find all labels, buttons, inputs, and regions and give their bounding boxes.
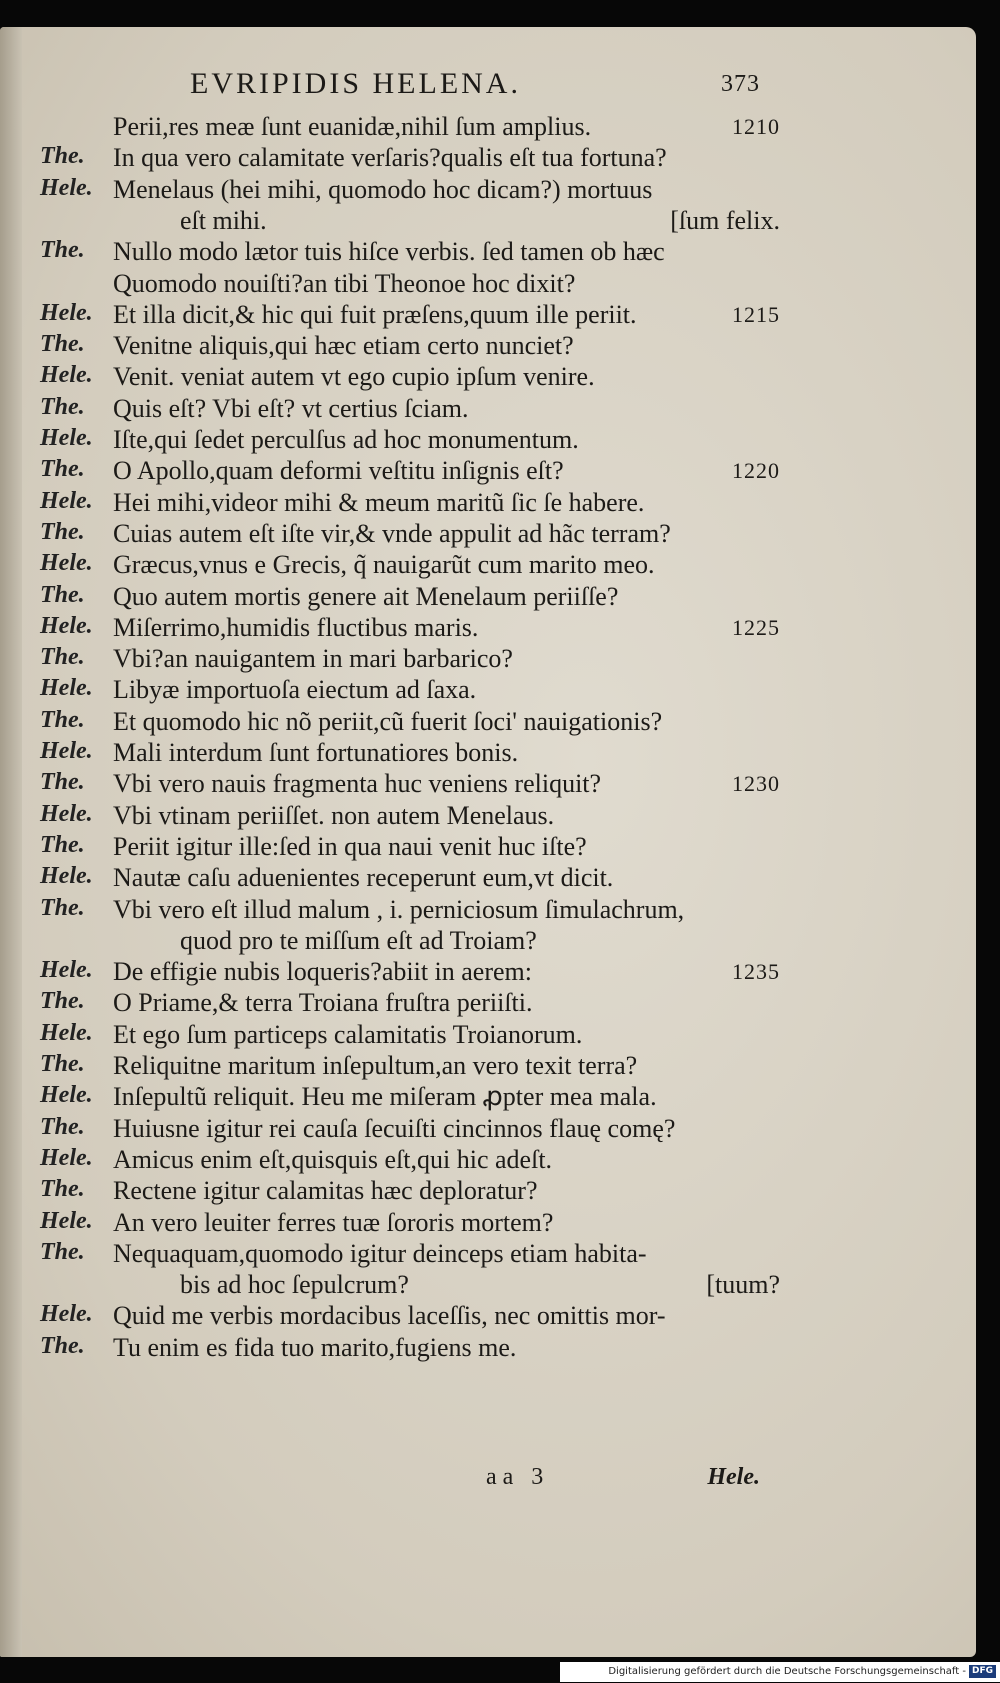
- verse-line: [0, 769, 780, 803]
- verse-text: O Apollo,quam deformi veſtitu inſignis eſt?: [113, 456, 564, 486]
- verse-text: Vbi vtinam periiſſet. non autem Menelaus.: [113, 800, 555, 830]
- verse-line: [0, 456, 780, 490]
- speaker-label: Hele.: [40, 612, 93, 639]
- verse-line: [0, 269, 780, 303]
- speaker-label: Hele.: [40, 299, 93, 326]
- verse-text: quod pro te miſſum eſt ad Troiam?: [180, 925, 537, 955]
- verse-line: [0, 143, 780, 177]
- verse-line: [0, 926, 780, 960]
- verse-text: Vbi?an nauigantem in mari barbarico?: [113, 644, 513, 674]
- speaker-label: The.: [40, 831, 85, 858]
- verse-text: bis ad hoc ſepulcrum?: [180, 1270, 409, 1300]
- verse-line: [0, 1145, 780, 1179]
- verse-text: Iſte,qui ſedet perculſus ad hoc monumentum.: [113, 425, 579, 454]
- verse-text: Reliquitne maritum inſepultum,an vero texit terra?: [113, 1051, 638, 1080]
- signature-mark: aa 3: [486, 1464, 550, 1490]
- verse-text: Nullo modo lætor tuis hiſce verbis. ſed tamen ob hæc: [113, 237, 665, 267]
- speaker-label: Hele.: [40, 550, 93, 577]
- verse-line: [0, 112, 780, 146]
- verse-line: [0, 832, 780, 866]
- verse-line: [0, 1301, 780, 1335]
- verse-line: [0, 519, 780, 553]
- line-number: 1225: [732, 614, 780, 640]
- verse-text: Libyæ importuoſa eiectum ad ſaxa.: [113, 675, 477, 705]
- speaker-label: The.: [40, 1238, 85, 1265]
- speaker-label: Hele.: [40, 174, 93, 201]
- speaker-label: Hele.: [40, 1301, 93, 1328]
- verse-line: [0, 613, 780, 647]
- line-number: 1210: [732, 114, 780, 139]
- verse-line: [0, 895, 780, 929]
- verse-line: [0, 1270, 780, 1304]
- speaker-label: Hele.: [40, 1082, 93, 1109]
- verse-text: Vbi vero eſt illud malum , i. perniciosum ſimulachrum,: [113, 894, 685, 924]
- speaker-label: Hele.: [40, 800, 93, 827]
- verse-text: Rectene igitur calamitas hæc deploratur?: [113, 1176, 538, 1206]
- verse-text: Græcus,vnus e Grecis, q̃ nauigarũt cum marito meo.: [113, 550, 655, 580]
- dfg-logo-icon: DFG: [969, 1665, 996, 1678]
- verse-text: Vbi vero nauis fragmenta huc veniens reliquit?: [113, 769, 602, 799]
- verse-line: [0, 988, 780, 1022]
- verse-line: [0, 300, 780, 334]
- speaker-label: Hele.: [40, 1019, 93, 1046]
- verse-text: Inſepultũ reliquit. Heu me miſeram ꝓpter mea mala.: [113, 1082, 657, 1112]
- verse-line: [0, 675, 780, 709]
- speaker-label: The.: [40, 1332, 85, 1359]
- speaker-label: The.: [40, 706, 85, 733]
- verse-line: [0, 1333, 780, 1367]
- speaker-label: Hele.: [40, 957, 93, 984]
- verse-line: [0, 707, 780, 741]
- verse-text: Cuias autem eſt iſte vir,& vnde appulit ad hãc terram?: [113, 518, 671, 548]
- verse-text: Menelaus (hei mihi, quomodo hoc dicam?) mortuus: [113, 174, 653, 204]
- speaker-label: The.: [40, 581, 85, 608]
- verse-text: Nequaquam,quomodo igitur deinceps etiam habita-: [113, 1238, 647, 1268]
- speaker-label: The.: [40, 518, 85, 545]
- verse-text: eſt mihi.: [180, 205, 267, 235]
- speaker-label: Hele.: [40, 738, 93, 764]
- verse-text: De effigie nubis loqueris?abiit in aerem:: [113, 957, 532, 987]
- verse-line: [0, 550, 780, 584]
- speaker-label: The.: [40, 644, 85, 671]
- page-footer: [460, 1464, 760, 1500]
- verse-line: [0, 1208, 780, 1242]
- speaker-label: Hele.: [40, 362, 93, 389]
- verse-text: In qua vero calamitate verſaris?qualis eſt tua fortuna?: [113, 143, 667, 173]
- verse-text: Quo autem mortis genere ait Menelaum periiſſe?: [113, 581, 619, 611]
- catchword: Hele.: [707, 1464, 760, 1490]
- verse-text: Et quomodo hic nõ periit,cũ fuerit ſoci' nauigationis?: [113, 706, 663, 736]
- book-page: [0, 27, 976, 1657]
- speaker-label: The.: [40, 393, 85, 420]
- verse-line: [0, 1020, 780, 1054]
- speaker-label: Hele.: [40, 425, 93, 451]
- verse-line: [0, 237, 780, 271]
- verse-line: [0, 801, 780, 835]
- verse-line: [0, 1082, 780, 1116]
- verse-text: Huiusne igitur rei cauſa ſecuiſti cincinnos flauę comę?: [113, 1113, 676, 1143]
- verse-line: [0, 738, 780, 772]
- verse-text: Tu enim es fida tuo marito,fugiens me.: [113, 1332, 517, 1362]
- speaker-label: The.: [40, 1176, 85, 1203]
- verse-text: Quomodo nouiſti?an tibi Theonoe hoc dixit?: [113, 268, 576, 298]
- speaker-label: The.: [40, 769, 85, 796]
- speaker-label: The.: [40, 894, 85, 921]
- verse-text: O Priame,& terra Troiana fruſtra periiſti.: [113, 988, 533, 1018]
- speaker-label: The.: [40, 1113, 85, 1140]
- verse-text: Venitne aliquis,qui hæc etiam certo nunciet?: [113, 331, 574, 361]
- line-number: 1235: [732, 959, 780, 985]
- line-number: 1215: [732, 301, 780, 327]
- speaker-label: The.: [40, 331, 85, 358]
- verse-line: [0, 394, 780, 428]
- line-number: 1230: [732, 771, 780, 797]
- turnover-bracket: [tuum?: [706, 1270, 780, 1300]
- speaker-label: The.: [40, 1051, 85, 1077]
- verse-line: [0, 1051, 780, 1085]
- page-number: 373: [721, 71, 760, 97]
- verse-line: [0, 957, 780, 991]
- speaker-label: Hele.: [40, 1144, 93, 1171]
- turnover-bracket: [ſum felix.: [670, 205, 780, 235]
- verse-line: [0, 362, 780, 396]
- verse-line: [0, 644, 780, 678]
- speaker-label: Hele.: [40, 675, 93, 702]
- verse-text: Nautæ caſu aduenientes receperunt eum,vt dicit.: [113, 863, 614, 893]
- verse-text: Periit igitur ille:ſed in qua naui venit huc iſte?: [113, 831, 587, 861]
- verse-line: [0, 425, 780, 459]
- digitization-credit: [560, 1662, 1000, 1682]
- speaker-label: Hele.: [40, 863, 93, 890]
- verse-text: Mali interdum ſunt fortunatiores bonis.: [113, 738, 519, 767]
- verse-text: Hei mihi,videor mihi & meum maritũ ſic ſe habere.: [113, 487, 645, 517]
- verse-text: Quid me verbis mordacibus laceſſis, nec omittis mor-: [113, 1301, 666, 1331]
- verse-text: Quis eſt? Vbi eſt? vt certius ſciam.: [113, 393, 469, 423]
- verse-line: [0, 1239, 780, 1273]
- verse-text: Venit. veniat autem vt ego cupio ipſum venire.: [113, 362, 595, 392]
- speaker-label: The.: [40, 143, 85, 170]
- verse-line: [0, 206, 780, 240]
- verse-text: An vero leuiter ferres tuæ ſororis mortem?: [113, 1207, 554, 1237]
- verse-line: [0, 331, 780, 365]
- verse-text: Perii,res meæ ſunt euanidæ,nihil ſum amplius.: [113, 112, 592, 141]
- verse-text: Amicus enim eſt,quisquis eſt,qui hic adeſt.: [113, 1144, 553, 1174]
- credit-text: Digitalisierung gefördert durch die Deutsche Forschungsgemeinschaft -: [608, 1666, 966, 1677]
- verse-text: Miſerrimo,humidis fluctibus maris.: [113, 612, 479, 642]
- speaker-label: Hele.: [40, 1207, 93, 1234]
- verse-line: [0, 1114, 780, 1148]
- running-title: EVRIPIDIS HELENA.: [190, 67, 521, 100]
- verse-lines: [0, 27, 976, 1657]
- verse-line: [0, 1176, 780, 1210]
- speaker-label: The.: [40, 456, 85, 483]
- speaker-label: Hele.: [40, 487, 93, 514]
- verse-line: [0, 582, 780, 616]
- verse-line: [0, 863, 780, 897]
- verse-text: Et illa dicit,& hic qui fuit præſens,quum ille periit.: [113, 299, 637, 329]
- speaker-label: The.: [40, 988, 85, 1015]
- verse-text: Et ego ſum particeps calamitatis Troianorum.: [113, 1019, 583, 1049]
- verse-line: [0, 175, 780, 209]
- verse-line: [0, 488, 780, 522]
- line-number: 1220: [732, 458, 780, 484]
- speaker-label: The.: [40, 237, 85, 264]
